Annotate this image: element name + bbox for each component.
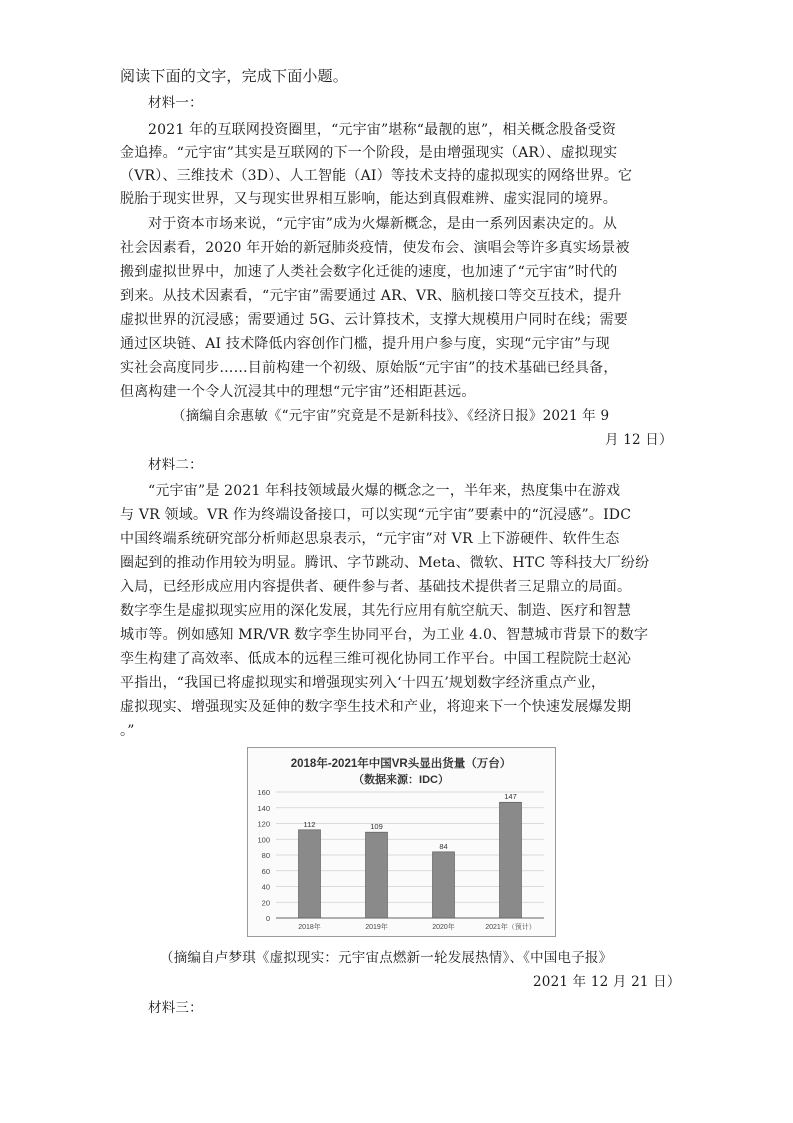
chart-x-tick-label: 2020年 (432, 924, 455, 931)
chart-y-tick-label: 40 (261, 882, 270, 892)
material-2-line: 城市等。例如感知 MR/VR 数字孪生协同平台，为工业 4.0、智慧城市背景下的数字 (120, 627, 649, 643)
chart-bar (299, 830, 321, 918)
material-1-line: 但离构建一个令人沉浸其中的理想“元宇宙”还相距甚远。 (120, 384, 476, 400)
reading-instruction: 阅读下面的文字，完成下面小题。 (120, 67, 349, 85)
material-1-line: 到来。从技术因素看，“元宇宙”需要通过 AR、VR、脑机接口等交互技术，提升 (120, 288, 622, 304)
vr-shipment-chart (247, 747, 556, 937)
chart-x-axis (298, 922, 536, 931)
chart-data-label: 109 (370, 822, 383, 832)
material-1-line: 对于资本市场来说，“元宇宙”成为火爆新概念，是由一系列因素决定的。从 (148, 216, 618, 232)
material-2-line: 平指出，“我国已将虚拟现实和增强现实列入‘十四五’规划数字经济重点产业， (120, 675, 606, 691)
material-2-line: 圈起到的推动作用较为明显。腾讯、字节跳动、Meta、微软、HTC 等科技大厂纷纷 (120, 555, 650, 571)
material-1-line: 通过区块链、AI 技术降低内容创作门槛，提升用户参与度，实现“元宇宙”与现 (120, 336, 610, 352)
chart-data-label: 147 (504, 792, 517, 802)
chart-y-tick-label: 160 (257, 788, 270, 797)
chart-y-tick-label: 60 (261, 866, 270, 876)
chart-y-tick-label: 0 (265, 914, 270, 923)
chart-y-tick-label: 120 (257, 819, 270, 829)
material-2-line: 虚拟现实、增强现实及延伸的数字孪生技术和产业，将迎来下一个快速发展爆发期 (120, 699, 632, 715)
material-2-line: 中国终端系统研究部分析师赵思泉表示，“元宇宙”对 VR 上下游硬件、软件生态 (120, 531, 620, 547)
chart-y-tick-label: 20 (261, 898, 270, 908)
material-1-label: 材料一： (148, 95, 203, 111)
chart-y-tick-label: 140 (257, 803, 270, 813)
material-2-line: 孪生构建了高效率、低成本的远程三维可视化协同工作平台。中国工程院院士赵沁 (120, 651, 632, 667)
chart-y-axis (257, 788, 270, 923)
chart-bar (366, 832, 388, 918)
chart-x-tick-label: 2021年（预计） (485, 924, 536, 931)
material-1-line: 社会因素看，2020 年开始的新冠肺炎疫情，使发布会、演唱会等许多真实场景被 (120, 240, 630, 256)
material-1-line: 2021 年的互联网投资圈里，“元宇宙”堪称“最靓的崽”，相关概念股备受资 (148, 122, 617, 138)
material-1-line: 搬到虚拟世界中，加速了人类社会数字化迁徙的速度，也加速了“元宇宙”时代的 (120, 264, 618, 280)
material-1-line: 虚拟世界的沉浸感；需要通过 5G、云计算技术，支撑大规模用户同时在线；需要 (120, 312, 628, 328)
material-2-citation: （摘编自卢梦琪《虚拟现实：元宇宙点燃新一轮发展热情》、《中国电子报》 (160, 950, 613, 966)
chart-subtitle: （数据来源：IDC） (353, 774, 449, 786)
material-2-line: “元宇宙”是 2021 年科技领域最火爆的概念之一，半年来，热度集中在游戏 (148, 483, 621, 499)
material-3-label: 材料三： (148, 1000, 203, 1016)
vr-shipment-chart-svg (248, 748, 555, 936)
chart-bar (433, 852, 455, 918)
material-1-line: 金追捧。“元宇宙”其实是互联网的下一个阶段，是由增强现实（AR）、虚拟现实 (120, 145, 618, 161)
material-1-line: （VR）、三维技术（3D）、人工智能（AI）等技术支持的虚拟现实的网络世界。它 (120, 168, 633, 184)
chart-bar (500, 802, 522, 918)
material-1-citation: （摘编自余惠敏《“元宇宙”究竟是不是新科技》、《经济日报》2021 年 9 (172, 408, 610, 424)
material-1-line: 脱胎于现实世界，又与现实世界相互影响，能达到真假难辨、虚实混同的境界。 (120, 191, 617, 207)
material-2-line: 数字孪生是虚拟现实应用的深化发展，其先行应用有航空航天、制造、医疗和智慧 (120, 603, 632, 619)
chart-data-label: 112 (303, 819, 316, 829)
material-2-line: 。” (120, 723, 135, 739)
material-1-line: 实社会高度同步……目前构建一个初级、原始版“元宇宙”的技术基础已经具备， (120, 360, 618, 376)
material-1-citation-end: 月 12 日） (605, 432, 673, 448)
chart-data-label: 84 (439, 841, 448, 851)
material-2-line: 与 VR 领域。VR 作为终端设备接口，可以实现“元宇宙”要素中的“沉浸感”。IDC (120, 507, 632, 523)
chart-x-tick-label: 2019年 (365, 924, 388, 931)
material-2-line: 入局，已经形成应用内容提供者、硬件参与者、基础技术提供者三足鼎立的局面。 (120, 579, 632, 595)
chart-y-tick-label: 100 (257, 835, 270, 845)
material-2-citation-end: 2021 年 12 月 21 日） (533, 974, 681, 990)
chart-title: 2018年-2021年中国VR头显出货量（万台） (290, 758, 512, 770)
chart-y-tick-label: 80 (261, 851, 270, 860)
chart-x-tick-label: 2018年 (298, 924, 321, 931)
material-2-label: 材料二： (148, 457, 203, 473)
